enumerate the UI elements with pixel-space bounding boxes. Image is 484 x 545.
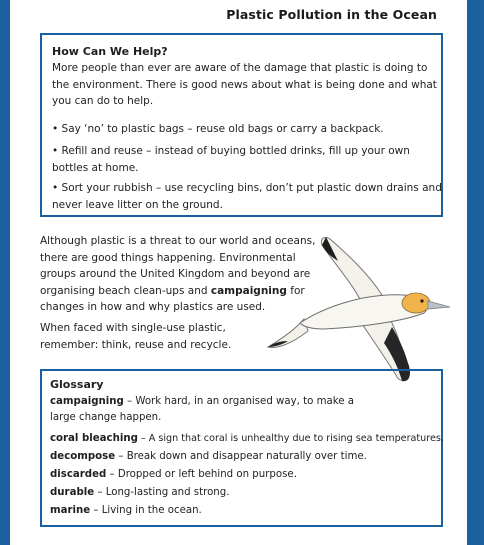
glossary-definition: – A sign that coral is unhealthy due to rising sea temperatures.	[137, 433, 444, 444]
body-paragraph-2: When faced with single-use plastic, remember: think, reuse and recycle.	[40, 322, 232, 351]
glossary-entry-coral-bleaching	[50, 431, 444, 448]
gannet-bird-illustration	[264, 223, 454, 393]
page-title: Plastic Pollution in the Ocean	[226, 7, 437, 22]
glossary-definition: – Dropped or left behind on purpose.	[106, 469, 297, 480]
glossary-definition: – Long-lasting and strong.	[94, 487, 230, 498]
glossary-entry-durable	[50, 485, 229, 502]
frame-left-border	[0, 0, 10, 545]
bullet-refill-reuse: • Refill and reuse – instead of buying bottled drinks, fill up your own bottles at home.	[52, 145, 410, 174]
glossary-definition: – Break down and disappear naturally over time.	[115, 451, 367, 462]
title-bar	[10, 0, 467, 27]
glossary-term: coral bleaching	[50, 433, 138, 444]
glossary-entry-discarded	[50, 467, 297, 484]
body-paragraph-1-end: for changes in how and why plastics are used.	[40, 284, 305, 313]
help-heading: How Can We Help?	[52, 45, 168, 58]
glossary-term: campaigning	[50, 396, 124, 407]
glossary-entry-campaigning	[50, 394, 370, 411]
glossary-term: durable	[50, 487, 95, 498]
glossary-term: marine	[50, 505, 91, 516]
bullet-sort-rubbish: • Sort your rubbish – use recycling bins, don’t put plastic down drains and never leave litter on the ground.	[52, 182, 442, 211]
bullet-plastic-bags: • Say ‘no’ to plastic bags – reuse old bags or carry a backpack.	[52, 123, 384, 135]
glossary-heading: Glossary	[50, 378, 104, 391]
help-intro: More people than ever are aware of the damage that plastic is doing to the environment. There is good news about what is being done and what you can do to help.	[52, 62, 437, 107]
glossary-term: discarded	[50, 469, 107, 480]
glossary-term: decompose	[50, 451, 116, 462]
glossary-definition: – Work hard, in an organised way, to make a	[123, 396, 355, 407]
glossary-definition: – Living in the ocean.	[90, 505, 202, 516]
glossary-entry-decompose	[50, 449, 367, 466]
body-paragraph-1-text: Although plastic is a threat to our world and oceans, there are good things happening. Environmental groups around the United Kingdom and beyond are organising beach clean-ups and	[40, 235, 316, 297]
frame-right-border	[467, 0, 484, 545]
body-paragraph-1-bold: campaigning	[210, 284, 287, 297]
help-box	[40, 33, 443, 217]
glossary-entry-marine	[50, 503, 202, 520]
glossary-entry-campaigning-cont: large change happen.	[50, 412, 162, 423]
